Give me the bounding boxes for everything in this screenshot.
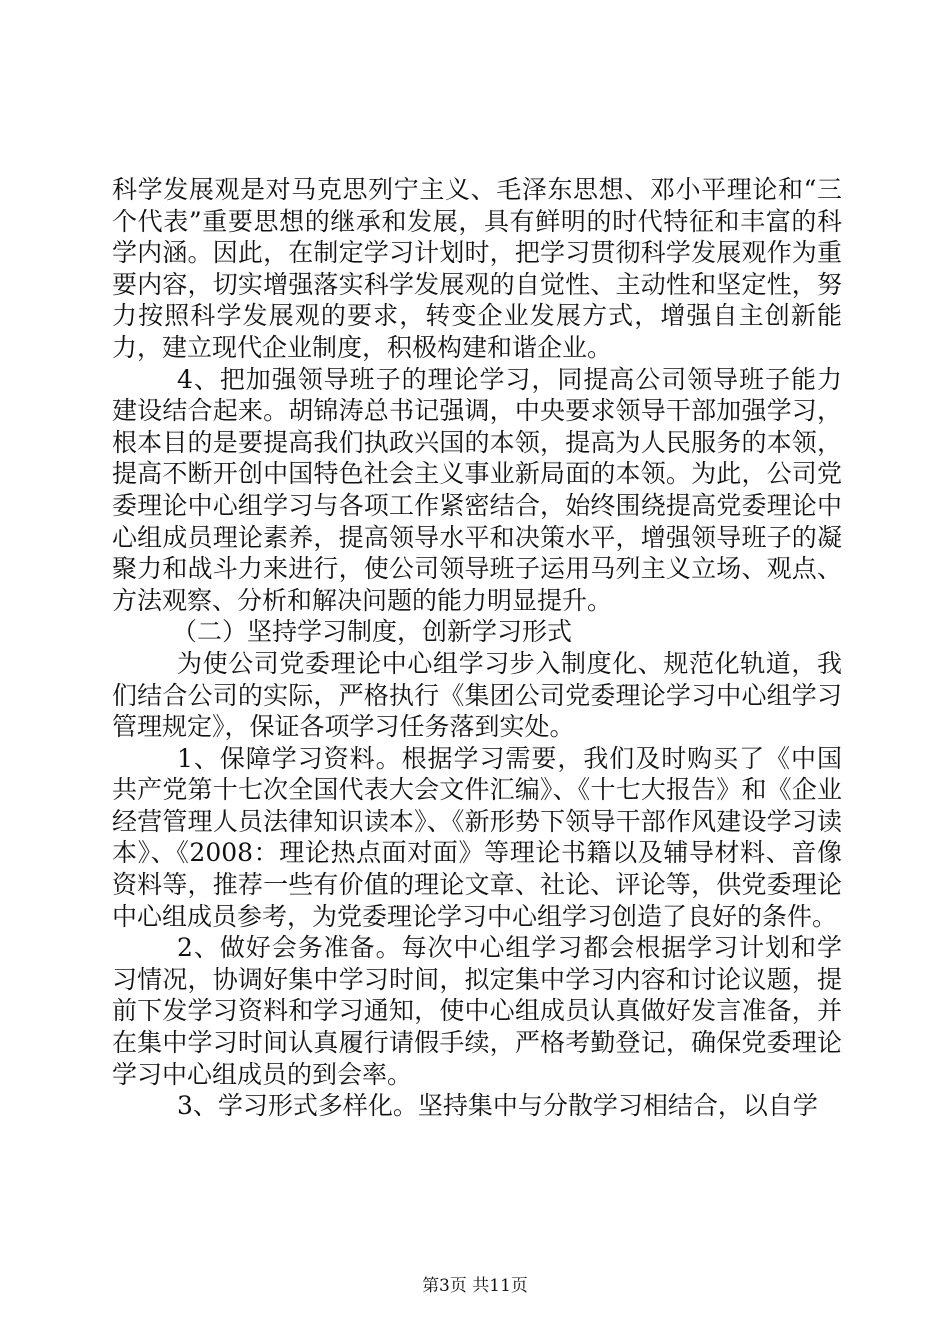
section-heading: （二）坚持学习制度，创新学习形式 [172, 617, 573, 647]
paragraph-item-1: 1、保障学习资料。根据学习需要，我们及时购买了《中国共产党第十七次全国代表大会文件汇编》、《十七大报告》和《企业经营管理人员法律知识读本》、《新形势下领导干部作风建设学习读本》、《2008：理论热点面对面》等理论书籍以及辅导材料、音像资料等，推荐一些有价值的理论文章、社论、评论等，供党委理论中心组成员参考，为党委理论学习中心组学习创造了良好的条件。 [112, 743, 842, 931]
paragraph-intro: 为使公司党委理论中心组学习步入制度化、规范化轨道，我们结合公司的实际，严格执行《集团公司党委理论学习中心组学习管理规定》，保证各项学习任务落到实处。 [112, 648, 842, 742]
document-body [112, 174, 842, 1122]
paragraph-item-2: 2、做好会务准备。每次中心组学习都会根据学习计划和学习情况，协调好集中学习时间，拟定集中学习内容和讨论议题，提前下发学习资料和学习通知，使中心组成员认真做好发言准备，并在集中学习时间认真履行请假手续，严格考勤登记，确保党委理论学习中心组成员的到会率。 [112, 933, 842, 1089]
paragraph-item-3: 3、学习形式多样化。坚持集中与分散学习相结合，以自学 [177, 1091, 818, 1121]
paragraph-item-4: 4、把加强领导班子的理论学习，同提高公司领导班子能力建设结合起来。胡锦涛总书记强调，中央要求领导干部加强学习，根本目的是要提高我们执政兴国的本领，提高为人民服务的本领，提高不断开创中国特色社会主义事业新局面的本领。为此，公司党委理论中心组学习与各项工作紧密结合，始终围绕提高党委理论中心组成员理论素养，提高领导水平和决策水平，增强领导班子的凝聚力和战斗力来进行，使公司领导班子运用马列主义立场、观点、方法观察、分析和解决问题的能力明显提升。 [112, 364, 842, 615]
paragraph-continuation: 科学发展观是对马克思列宁主义、毛泽东思想、邓小平理论和“三个代表”重要思想的继承和发展，具有鲜明的时代特征和丰富的科学内涵。因此，在制定学习计划时，把学习贯彻科学发展观作为重要内容，切实增强落实科学发展观的自觉性、主动性和坚定性，努力按照科学发展观的要求，转变企业发展方式，增强自主创新能力，建立现代企业制度，积极构建和谐企业。 [112, 175, 842, 362]
page-number-footer: 第3页 共11页 [422, 1276, 528, 1296]
